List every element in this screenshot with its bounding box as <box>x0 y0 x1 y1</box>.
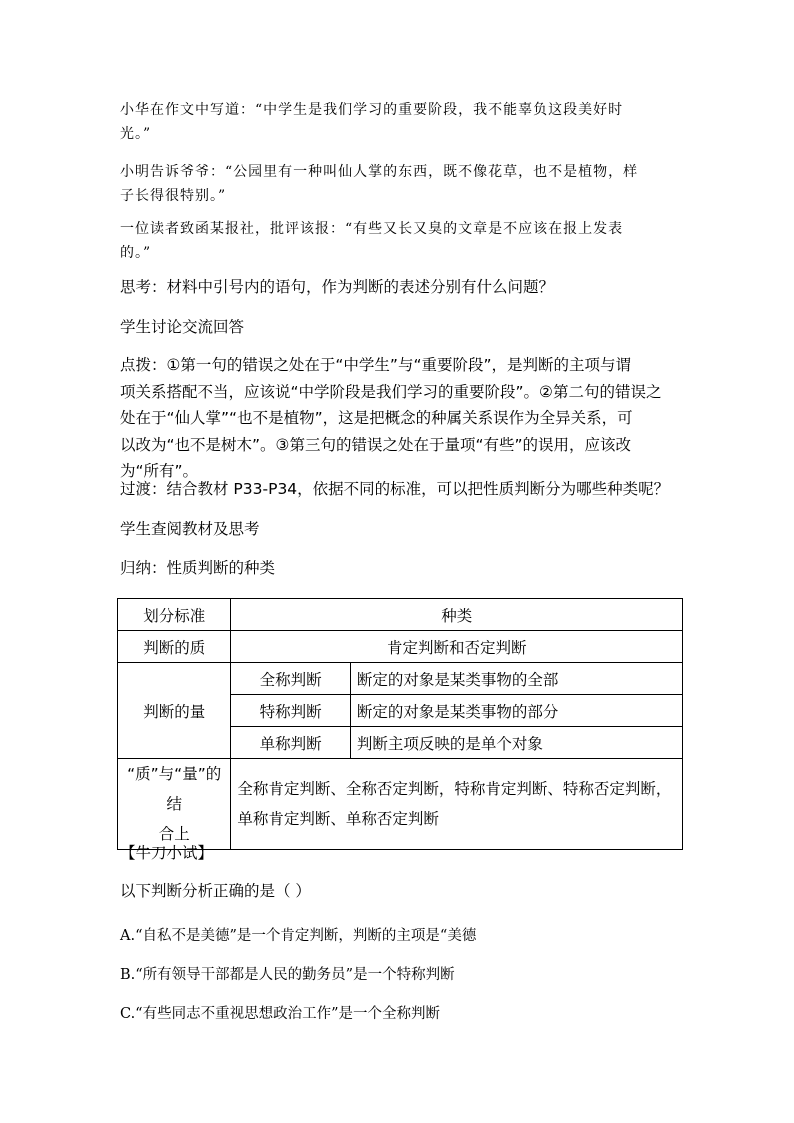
material-quote-1-line-2: 光。” <box>120 126 152 142</box>
hint-line-5: 为“所有”。 <box>120 462 199 480</box>
combined-value-line-1: 全称肯定判断、全称否定判断，特称肯定判断、特称否定判断， <box>237 780 672 798</box>
quantity-desc-3: 判断主项反映的是单个对象 <box>350 727 682 759</box>
quantity-label: 判断的量 <box>118 663 231 759</box>
hint-line-1: 点拨：①第一句的错误之处在于“中学生”与“重要阶段”，是判断的主项与谓 <box>120 356 632 374</box>
student-discussion: 学生讨论交流回答 <box>120 318 245 336</box>
transition-text: 过渡：结合教材 P33-P34，依据不同的标准，可以把性质判断分为哪些种类呢？ <box>120 480 670 498</box>
hint-line-2: 项关系搭配不当，应该说“中学阶段是我们学习的重要阶段”。②第二句的错误之 <box>120 382 662 401</box>
hint-line-3: 处在于“仙人掌”“也不是植物”，这是把概念的种属关系误作为全异关系，可 <box>120 409 633 427</box>
combined-label-line-2: 合上 <box>158 825 190 843</box>
quality-label: 判断的质 <box>118 631 231 663</box>
practice-question: 以下判断分析正确的是（ ） <box>120 882 311 900</box>
quantity-type-1: 全称判断 <box>231 663 350 695</box>
header-types: 种类 <box>231 599 683 631</box>
combined-label-line-1: “质”与“量”的结 <box>127 765 222 813</box>
header-criterion: 划分标准 <box>118 599 231 631</box>
combined-label <box>118 759 231 850</box>
table-row-quantity-1 <box>118 663 683 695</box>
quantity-type-3: 单称判断 <box>231 727 350 759</box>
student-reading: 学生查阅教材及思考 <box>120 520 260 538</box>
material-quote-3-line-2: 的。” <box>120 245 152 261</box>
quantity-desc-2: 断定的对象是某类事物的部分 <box>350 695 682 727</box>
practice-title: 【牛刀小试】 <box>120 844 214 862</box>
think-question: 思考：材料中引号内的语句，作为判断的表述分别有什么问题？ <box>120 278 555 296</box>
material-quote-2-line-1: 小明告诉爷爷：“公园里有一种叫仙人掌的东西，既不像花草，也不是植物，样 <box>120 164 639 180</box>
combined-value-line-2: 单称肯定判断、单称否定判断 <box>237 810 439 828</box>
material-quote-2-line-2: 子长得很特别。” <box>120 188 227 204</box>
material-quote-1-line-1: 小华在作文中写道：“中学生是我们学习的重要阶段，我不能辜负这段美好时 <box>120 102 624 118</box>
table-header-row <box>118 599 683 631</box>
table-row-quality <box>118 631 683 663</box>
judgment-types-table <box>117 598 683 850</box>
summary-heading: 归纳：性质判断的种类 <box>120 559 276 577</box>
option-a: A.“自私不是美德”是一个肯定判断，判断的主项是“美德 <box>120 928 477 944</box>
table-row-combined <box>118 759 683 850</box>
quantity-desc-1: 断定的对象是某类事物的全部 <box>350 663 682 695</box>
option-b: B.“所有领导干部都是人民的勤务员”是一个特称判断 <box>120 967 455 983</box>
combined-value <box>231 759 683 850</box>
quality-value: 肯定判断和否定判断 <box>231 631 683 663</box>
option-c: C.“有些同志不重视思想政治工作”是一个全称判断 <box>120 1006 441 1022</box>
quantity-type-2: 特称判断 <box>231 695 350 727</box>
hint-line-4: 以改为“也不是树木”。③第三句的错误之处在于量项“有些”的误用，应该改 <box>120 435 632 454</box>
hint-paragraph <box>120 352 680 485</box>
material-quote-3-line-1: 一位读者致函某报社，批评该报：“有些又长又臭的文章是不应该在报上发表 <box>120 221 624 237</box>
